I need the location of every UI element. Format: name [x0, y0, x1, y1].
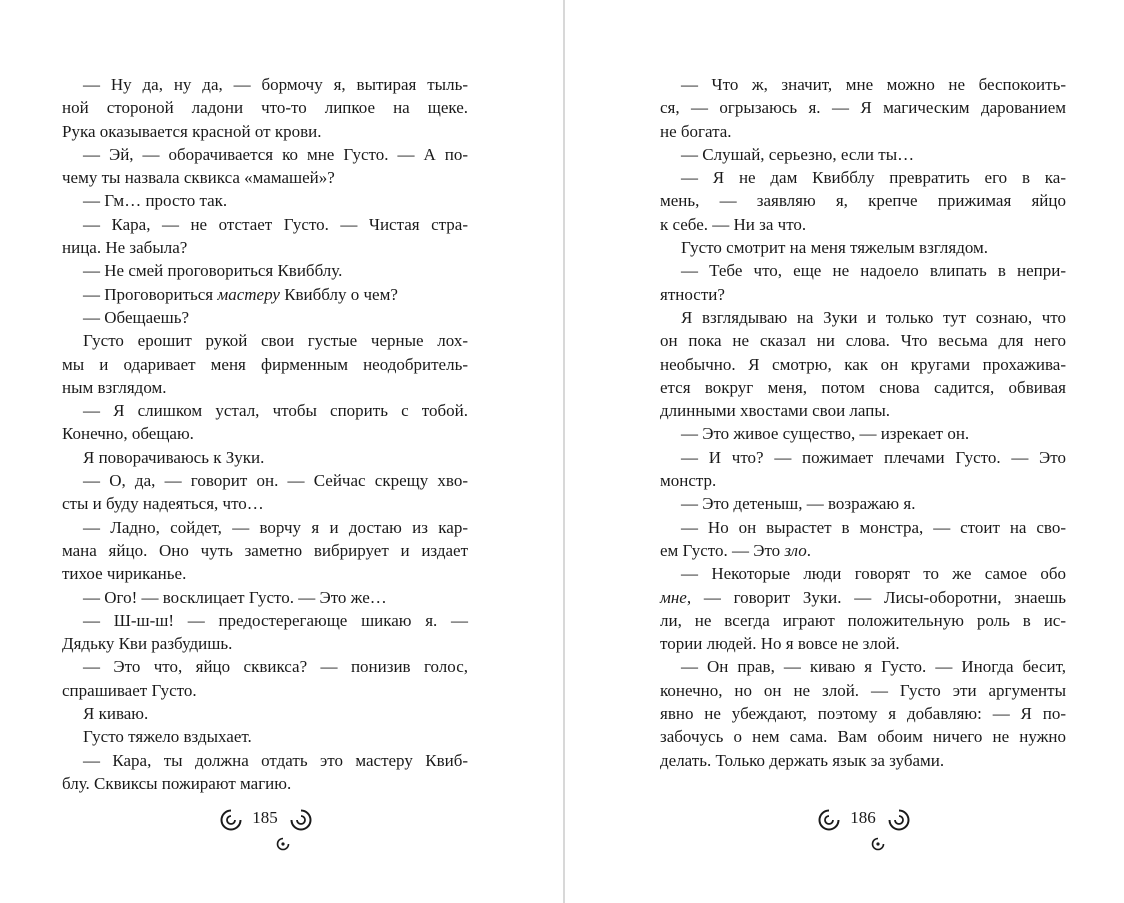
left-page-text — [62, 73, 468, 795]
line-text: мень, — заявляю я, крепче прижимая яйцо — [660, 191, 1066, 211]
line-text: тории людей. Но я вовсе не злой. — [660, 634, 900, 654]
line-text: Густо смотрит на меня тяжелым взглядом. — [681, 238, 989, 258]
page-number: 185 — [252, 808, 278, 827]
text-line — [660, 213, 1066, 236]
left-page-folio — [205, 806, 325, 856]
text-line — [62, 679, 468, 702]
text-line — [62, 96, 468, 119]
text-line — [62, 306, 468, 329]
line-text: мы и одаривает меня фирменным неодобритель- — [62, 354, 468, 374]
text-line — [660, 283, 1066, 306]
text-line — [660, 73, 1066, 96]
line-text: он пока не сказал ни слова. Что весьма для него — [660, 331, 1066, 351]
text-line — [62, 492, 468, 515]
text-line — [660, 749, 1066, 772]
line-text: — Что ж, значит, мне можно не беспокоить- — [681, 75, 1066, 94]
line-text: , — говорит Зуки. — Лисы-оборотни, знаешь — [686, 587, 1066, 607]
line-text: не богата. — [660, 121, 732, 141]
text-line — [62, 609, 468, 632]
line-text: — Проговориться — [83, 284, 218, 304]
line-text: — Он прав, — киваю я Густо. — Иногда бесит, — [681, 657, 1066, 677]
line-text: сты и буду надеяться, что… — [62, 494, 264, 514]
line-text: чему ты назвала сквикса «мамашей»? — [62, 168, 335, 188]
line-text: — Эй, — оборачивается ко мне Густо. — А по- — [83, 144, 468, 164]
line-text: — Я слишком устал, чтобы спорить с тобой. — [83, 401, 468, 421]
line-text: — Кара, — не отстает Густо. — Чистая стра- — [83, 214, 468, 234]
line-text: Рука оказывается красной от крови. — [62, 121, 322, 141]
line-text: ли, не всегда играют положительную роль в ис- — [660, 610, 1066, 630]
text-line — [62, 586, 468, 609]
line-text: Густо тяжело вздыхает. — [83, 727, 252, 747]
line-text: — Я не дам Квибблу превратить его в ка- — [681, 168, 1066, 188]
text-line — [660, 329, 1066, 352]
text-line — [62, 259, 468, 282]
text-line — [62, 655, 468, 678]
line-text: Квибблу о чем? — [279, 284, 398, 304]
text-line — [660, 446, 1066, 469]
text-line — [62, 143, 468, 166]
line-text: делать. Только держать язык за зубами. — [660, 750, 945, 770]
line-text: — Это детеныш, — возражаю я. — [681, 494, 916, 514]
line-text: явно не убеждают, поэтому я добавляю: — Я по- — [660, 704, 1066, 724]
line-text: — Ну да, ну да, — бормочу я, вытирая тыль- — [83, 75, 468, 94]
text-line — [62, 376, 468, 399]
line-text: тихое чириканье. — [62, 564, 187, 584]
line-text: — Это живое существо, — изрекает он. — [681, 424, 970, 444]
line-text: Густо ерошит рукой свои густые черные лох- — [83, 331, 468, 351]
line-text: — И что? — пожимает плечами Густо. — Это — [681, 447, 1066, 467]
text-line — [660, 516, 1066, 539]
line-text: — Гм… просто так. — [83, 191, 228, 211]
text-line — [660, 562, 1066, 585]
line-text: — Но он вырастет в монстра, — стоит на сво- — [681, 517, 1066, 537]
swirl-ornament-icon — [289, 808, 313, 832]
line-text: Я взглядываю на Зуки и только тут сознаю, что — [681, 307, 1066, 327]
text-line — [62, 422, 468, 445]
swirl-ornament-icon — [871, 837, 885, 851]
line-text: блу. Сквиксы пожирают магию. — [62, 773, 292, 793]
text-line — [660, 702, 1066, 725]
text-line — [660, 259, 1066, 282]
line-text: ется вокруг меня, потом снова садится, обвивая — [660, 377, 1066, 397]
text-line — [660, 96, 1066, 119]
italic-emphasis: мне — [660, 587, 687, 607]
text-line — [62, 469, 468, 492]
text-line — [660, 679, 1066, 702]
text-line — [62, 189, 468, 212]
text-line — [660, 469, 1066, 492]
text-line — [660, 725, 1066, 748]
text-line — [660, 492, 1066, 515]
line-text: длинными хвостами свои лапы. — [660, 401, 890, 421]
swirl-ornament-icon — [887, 808, 911, 832]
text-line — [62, 562, 468, 585]
text-line — [660, 189, 1066, 212]
line-text: Дядьку Кви разбудишь. — [62, 634, 233, 654]
text-line — [660, 166, 1066, 189]
line-text: спрашивает Густо. — [62, 680, 197, 700]
line-text: — Не смей проговориться Квибблу. — [83, 261, 343, 281]
italic-emphasis: зло — [784, 540, 807, 560]
line-text: ем Густо. — Это — [660, 540, 785, 560]
text-line — [62, 399, 468, 422]
text-line — [660, 655, 1066, 678]
text-line — [660, 353, 1066, 376]
text-line — [660, 306, 1066, 329]
line-text: — Слушай, серьезно, если ты… — [681, 144, 915, 164]
line-text: — Обещаешь? — [83, 307, 190, 327]
line-text: — Кара, ты должна отдать это мастеру Квиб- — [83, 750, 468, 770]
text-line — [660, 236, 1066, 259]
text-line — [62, 772, 468, 795]
line-text: к себе. — Ни за что. — [660, 214, 807, 234]
line-text: — Ш-ш-ш! — предостерегающе шикаю я. — — [83, 610, 468, 630]
line-text: Я киваю. — [83, 704, 149, 724]
text-line — [62, 236, 468, 259]
text-line — [62, 353, 468, 376]
italic-emphasis: мастеру — [217, 284, 280, 304]
line-text: Конечно, обещаю. — [62, 424, 194, 444]
line-text: ница. Не забыла? — [62, 238, 188, 258]
text-line — [62, 702, 468, 725]
line-text: ся, — огрызаюсь я. — Я магическим дарованием — [660, 98, 1066, 118]
line-text: — Ладно, сойдет, — ворчу я и достаю из кар- — [83, 517, 468, 537]
line-text: ятности? — [660, 284, 725, 304]
line-text: . — [806, 540, 812, 560]
swirl-ornament-icon — [276, 837, 290, 851]
line-text: конечно, но он не злой. — Густо эти аргументы — [660, 680, 1066, 700]
line-text: — Тебе что, еще не надоело влипать в непри- — [681, 261, 1066, 281]
text-line — [660, 120, 1066, 143]
right-page-folio — [803, 806, 923, 856]
text-line — [62, 329, 468, 352]
text-line — [62, 120, 468, 143]
line-text: ной стороной ладони что-то липкое на щеке. — [62, 98, 468, 118]
line-text: ным взглядом. — [62, 377, 167, 397]
page-number: 186 — [850, 808, 876, 827]
text-line — [660, 632, 1066, 655]
line-text: монстр. — [660, 471, 717, 491]
text-line — [660, 586, 1066, 609]
text-line — [660, 399, 1066, 422]
text-line — [62, 446, 468, 469]
line-text: Я поворачиваюсь к Зуки. — [83, 447, 265, 467]
line-text: — Некоторые люди говорят то же самое обо — [681, 564, 1066, 584]
text-line — [660, 539, 1066, 562]
text-line — [62, 283, 468, 306]
text-line — [62, 632, 468, 655]
text-line — [660, 376, 1066, 399]
line-text: — Это что, яйцо сквикса? — понизив голос, — [83, 657, 468, 677]
text-line — [62, 213, 468, 236]
line-text: забочусь о нем сама. Вам обоим ничего не нужно — [660, 727, 1066, 747]
text-line — [62, 73, 468, 96]
book-gutter — [563, 0, 565, 903]
text-line — [660, 422, 1066, 445]
line-text: — О, да, — говорит он. — Сейчас скрещу хво- — [83, 471, 468, 491]
right-page-text — [660, 73, 1066, 772]
text-line — [660, 609, 1066, 632]
line-text: необычно. Я смотрю, как он кругами прохажива- — [660, 354, 1066, 374]
text-line — [62, 725, 468, 748]
text-line — [62, 516, 468, 539]
text-line — [660, 143, 1066, 166]
text-line — [62, 539, 468, 562]
line-text: мана яйцо. Оно чуть заметно вибрирует и издает — [62, 540, 468, 560]
text-line — [62, 749, 468, 772]
text-line — [62, 166, 468, 189]
line-text: — Ого! — восклицает Густо. — Это же… — [83, 587, 387, 607]
